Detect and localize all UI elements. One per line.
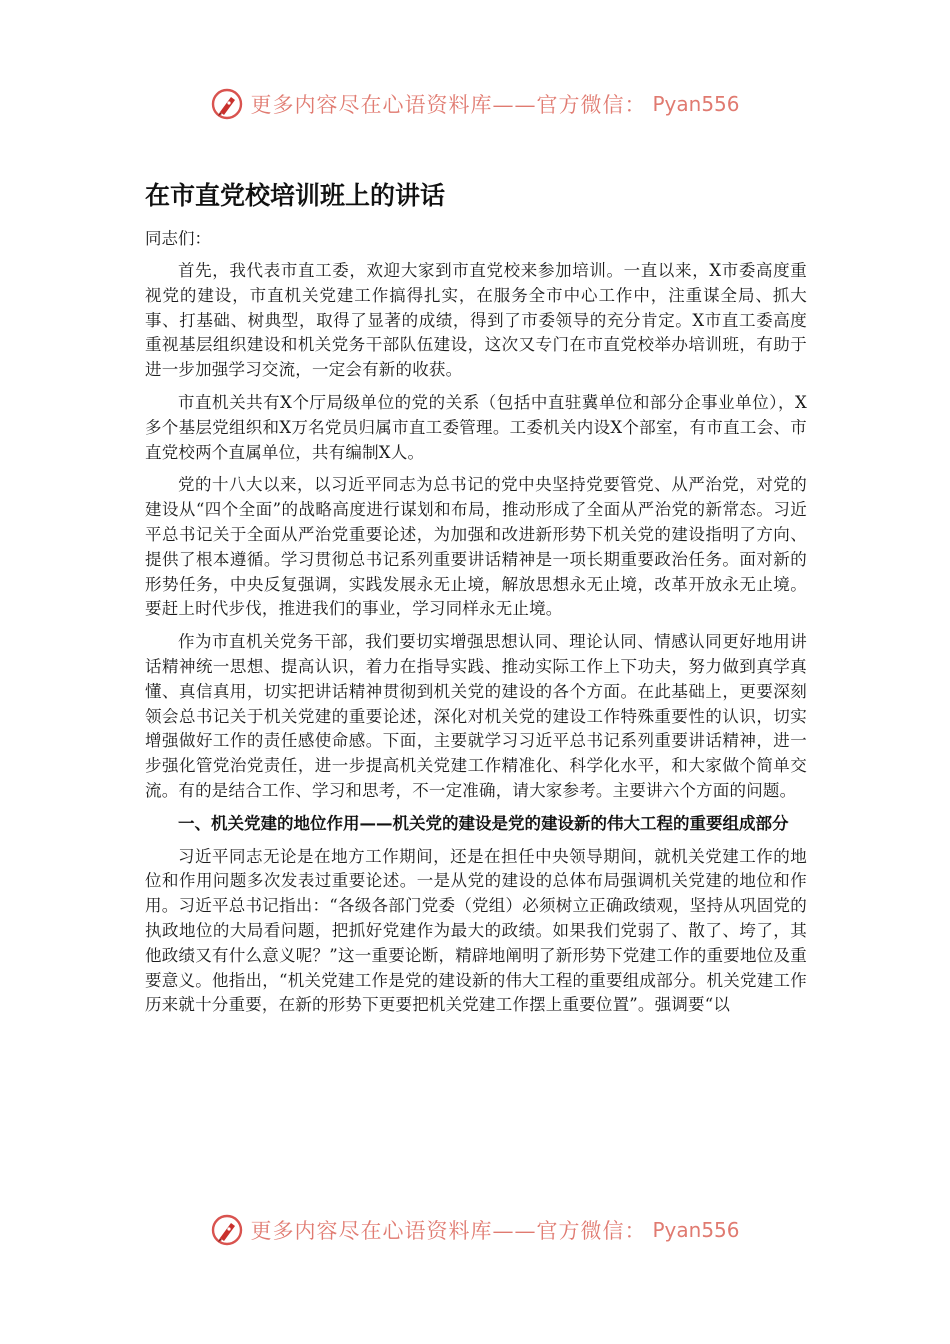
watermark-banner-top [0, 84, 950, 124]
pen-nib-logo-icon [210, 1213, 244, 1247]
watermark-text: 更多内容尽在心语资料库——官方微信： [250, 93, 647, 117]
watermark-wechat-id: Pyan556 [652, 1218, 740, 1242]
paragraph-1: 首先，我代表市直工委，欢迎大家到市直党校来参加培训。一直以来，X市委高度重视党的建设，市直机关党建工作搞得扎实，在服务全市中心工作中，注重谋全局、抓大事、打基础、树典型，取得了显著的成绩，得到了市委领导的充分肯定。X市直工委高度重视基层组织建设和机关党务干部队伍建设，这次又专门在市直党校举办培训班，有助于进一步加强学习交流，一定会有新的收获。 [145, 261, 807, 380]
watermark-wechat-id: Pyan556 [652, 92, 740, 116]
paragraph-3: 党的十八大以来，以习近平同志为总书记的党中央坚持党要管党、从严治党，对党的建设从“四个全面”的战略高度进行谋划和布局，推动形成了全面从严治党的新常态。习近平总书记关于全面从严治党重要论述，为加强和改进新形势下机关党的建设指明了方向、提供了根本遵循。学习贯彻总书记系列重要讲话精神是一项长期重要政治任务。面对新的形势任务，中央反复强调，实践发展永无止境，解放思想永无止境，改革开放永无止境。要赶上时代步伐，推进我们的事业，学习同样永无止境。 [145, 475, 807, 619]
watermark-text: 更多内容尽在心语资料库——官方微信： [250, 1219, 647, 1243]
section-1-paragraph: 习近平同志无论是在地方工作期间，还是在担任中央领导期间，就机关党建工作的地位和作用问题多次发表过重要论述。一是从党的建设的总体布局强调机关党建的地位和作用。习近平总书记指出：“各级各部门党委（党组）必须树立正确政绩观，坚持从巩固党的执政地位的大局看问题，把抓好党建作为最大的政绩。如果我们党弱了、散了、垮了，其他政绩又有什么意义呢？”这一重要论断，精辟地阐明了新形势下党建工作的重要地位及重要意义。他指出，“机关党建工作是党的建设新的伟大工程的重要组成部分。机关党建工作历来就十分重要，在新的形势下更要把机关党建工作摆上重要位置”。强调要“以 [145, 846, 807, 1015]
section-heading-1: 一、机关党建的地位作用——机关党的建设是党的建设新的伟大工程的重要组成部分 [178, 813, 789, 833]
paragraph-4: 作为市直机关党务干部，我们要切实增强思想认同、理论认同、情感认同更好地用讲话精神统一思想、提高认识，着力在指导实践、推动实际工作上下功夫，努力做到真学真懂、真信真用，切实把讲话精神贯彻到机关党的建设的各个方面。在此基础上，更要深刻领会总书记关于机关党建的重要论述，深化对机关党的建设工作特殊重要性的认识，切实增强做好工作的责任感使命感。下面，主要就学习习近平总书记系列重要讲话精神，进一步强化管党治党责任，进一步提高机关党建工作精准化、科学化水平，和大家做个简单交流。有的是结合工作、学习和思考，不一定准确，请大家参考。主要讲六个方面的问题。 [145, 632, 807, 800]
salutation: 同志们： [145, 229, 211, 248]
document-body [145, 176, 807, 1026]
document-title: 在市直党校培训班上的讲话 [145, 181, 446, 210]
pen-nib-logo-icon [210, 87, 244, 121]
paragraph-2: 市直机关共有X个厅局级单位的党的关系（包括中直驻冀单位和部分企事业单位），X多个基层党组织和X万名党员归属市直工委管理。工委机关内设X个部室，有市直工会、市直党校两个直属单位，共有编制X人。 [145, 392, 807, 462]
watermark-banner-bottom [0, 1210, 950, 1250]
